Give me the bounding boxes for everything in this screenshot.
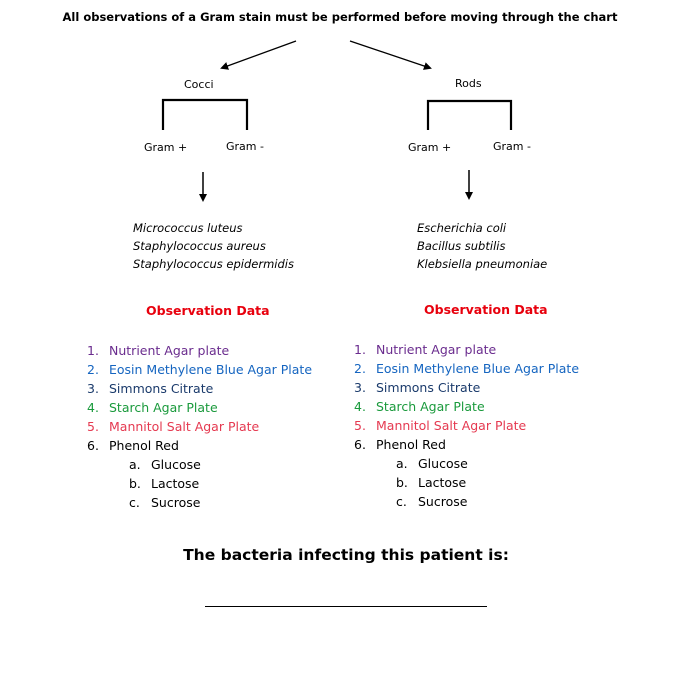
rods-gram-negative: Gram -: [493, 140, 531, 153]
sub-item: c. Sucrose: [396, 494, 468, 509]
arrow-to-rods: [350, 41, 430, 68]
left-observation-title: Observation Data: [146, 303, 270, 318]
cocci-bacteria-list: [133, 219, 294, 273]
observation-item: 2. Eosin Methylene Blue Agar Plate: [354, 361, 580, 376]
bacteria-item: Bacillus subtilis: [417, 239, 506, 253]
observation-item: 2. Eosin Methylene Blue Agar Plate: [87, 362, 313, 377]
sub-item: b. Lactose: [396, 475, 467, 490]
rods-bacteria-list: [417, 219, 547, 273]
arrow-to-cocci: [222, 41, 296, 68]
cocci-label: Cocci: [184, 78, 214, 91]
cocci-gram-positive: Gram +: [144, 141, 188, 154]
phenol-sub-list: [376, 454, 579, 511]
answer-line[interactable]: [205, 606, 487, 607]
question-text: The bacteria infecting this patient is:: [183, 546, 509, 564]
chart-title: All observations of a Gram stain must be performed before moving through the chart: [62, 10, 618, 24]
rods-bracket: [428, 101, 511, 130]
sub-item: c. Sucrose: [129, 495, 201, 510]
cocci-gram-negative: Gram -: [226, 140, 264, 153]
right-observation-list: [354, 340, 579, 511]
bacteria-item: Escherichia coli: [417, 221, 507, 235]
rods-label: Rods: [455, 77, 482, 90]
right-observation-title: Observation Data: [424, 302, 548, 317]
sub-item: b. Lactose: [129, 476, 200, 491]
sub-item: a. Glucose: [129, 457, 201, 472]
observation-item: 1. Nutrient Agar plate: [354, 342, 497, 357]
bacteria-item: Staphylococcus aureus: [133, 239, 266, 253]
left-observation-list: [87, 341, 312, 512]
observation-item: 6. Phenol Red a. Glucose b. Lactose c. Sucrose: [354, 435, 579, 511]
sub-item: a. Glucose: [396, 456, 468, 471]
bacteria-item: Klebsiella pneumoniae: [417, 257, 548, 271]
observation-item: 4. Starch Agar Plate: [354, 399, 485, 414]
phenol-sub-list: [109, 455, 312, 512]
rods-gram-positive: Gram +: [408, 141, 452, 154]
bacteria-item: Staphylococcus epidermidis: [133, 257, 294, 271]
observation-item: 6. Phenol Red a. Glucose b. Lactose c. Sucrose: [87, 436, 312, 512]
observation-item: 5. Mannitol Salt Agar Plate: [354, 418, 527, 433]
observation-item: 4. Starch Agar Plate: [87, 400, 218, 415]
observation-item: 3. Simmons Citrate: [87, 381, 214, 396]
observation-item: 5. Mannitol Salt Agar Plate: [87, 419, 260, 434]
bacteria-item: Micrococcus luteus: [133, 221, 243, 235]
cocci-bracket: [163, 100, 247, 130]
observation-item: 1. Nutrient Agar plate: [87, 343, 230, 358]
observation-item: 3. Simmons Citrate: [354, 380, 481, 395]
